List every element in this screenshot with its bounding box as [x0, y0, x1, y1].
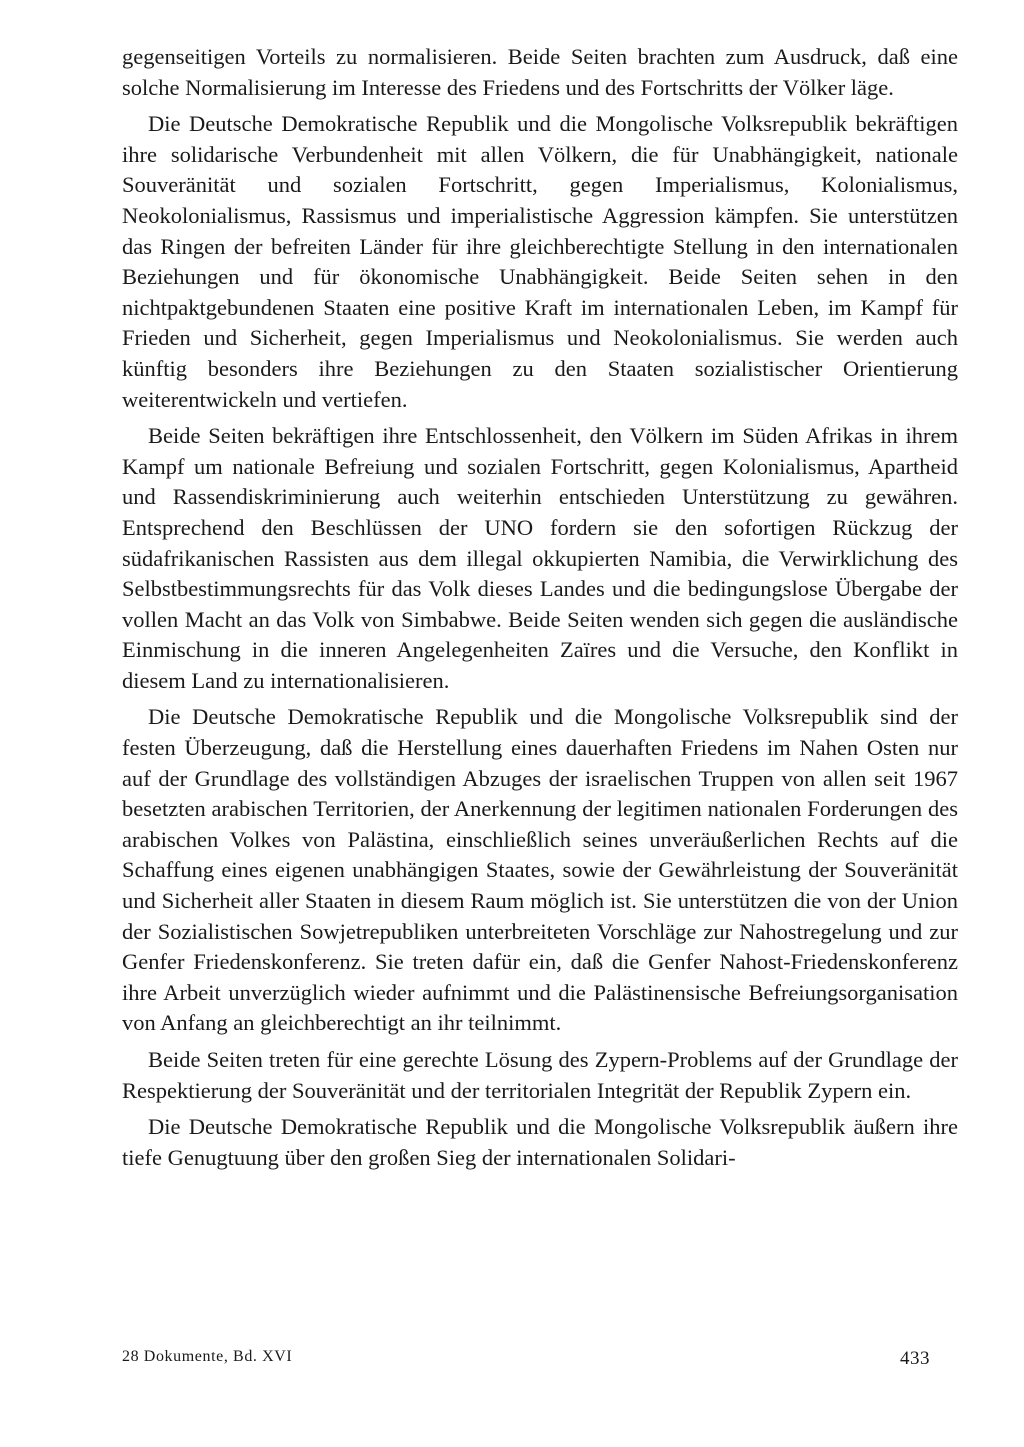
- paragraph-middle-east: Die Deutsche Demokratische Republik und die Mongolische Volksrepublik sind der festen Überzeugung, daß die Herstellung eines dauerhaften Friedens im Nahen Osten nur auf der Grundlage des vollständigen Abzuges der israelischen Truppen von allen seit 1967 besetzten arabischen Territorien, der Anerkennung der legitimen nationalen Forderungen des arabischen Volkes von Palästina, einschließlich seines unveräußerlichen Rechts auf die Schaffung eines eigenen unabhängigen Staates, sowie der Gewährleistung der Souveränität und Sicherheit aller Staaten in diesem Raum möglich ist. Sie unterstützen die von der Union der Sozialistischen Sowjetrepubliken unterbreiteten Vorschläge zur Nahostregelung und zur Genfer Friedenskonferenz. Sie treten dafür ein, daß die Genfer Nahost-Friedenskonferenz ihre Arbeit unverzüglich wieder aufnimmt und die Palästinensische Befreiungsorganisation von Anfang an gleichberechtigt an ihr teilnimmt.: [122, 704, 958, 1036]
- paragraph-cyprus: Beide Seiten treten für eine gerechte Lösung des Zypern-Problems auf der Grundlage der Respektierung der Souveränität und der territorialen Integrität der Republik Zypern ein.: [122, 1047, 958, 1103]
- paragraph-continuation: gegenseitigen Vorteils zu normalisieren. Beide Seiten brachten zum Ausdruck, daß eine solche Normalisierung im Interesse des Friedens und des Fortschritts der Völker läge.: [122, 44, 958, 100]
- printer-signature: 28 Dokumente, Bd. XVI: [122, 1348, 293, 1365]
- paragraph-solidarity: Die Deutsche Demokratische Republik und die Mongolische Volksrepublik bekräftigen ihre solidarische Verbundenheit mit allen Völkern, die für Unabhängigkeit, nationale Souveränität und sozialen Fortschritt, gegen Imperialismus, Kolonialismus, Neokolonialismus, Rassismus und imperialistische Aggression kämpfen. Sie unterstützen das Ringen der befreiten Länder für ihre gleichberechtigte Stellung in den internationalen Beziehungen und für ökonomische Unabhängigkeit. Beide Seiten sehen in den nichtpaktgebundenen Staaten eine positive Kraft im internationalen Leben, im Kampf für Frieden und Sicherheit, gegen Imperialismus und Neokolonialismus. Sie werden auch künftig besonders ihre Beziehungen zu den Staaten sozialistischer Orientierung weiterentwickeln und vertiefen.: [122, 111, 958, 412]
- paragraph-southern-africa: Beide Seiten bekräftigen ihre Entschlossenheit, den Völkern im Süden Afrikas in ihrem Kampf um nationale Befreiung und sozialen Fortschritt, gegen Kolonialismus, Apartheid und Rassendiskriminierung auch weiterhin entschieden Unterstützung zu gewähren. Entsprechend den Beschlüssen der UNO fordern sie den sofortigen Rückzug der südafrikanischen Rassisten aus dem illegal okkupierten Namibia, die Verwirklichung des Selbstbestimmungsrechts für das Volk dieses Landes und die bedingungslose Übergabe der vollen Macht an das Volk von Simbabwe. Beide Seiten wenden sich gegen die ausländische Einmischung in die inneren Angelegenheiten Zaïres und die Versuche, den Konflikt in diesem Land zu internationalisieren.: [122, 423, 958, 693]
- page-footer: [122, 1346, 958, 1376]
- document-body: [122, 42, 958, 1173]
- paragraph-solidarity-victory: Die Deutsche Demokratische Republik und die Mongolische Volksrepublik äußern ihre tiefe Genugtuung über den großen Sieg der internationalen Solidari-: [122, 1114, 958, 1170]
- page-number: 433: [900, 1348, 930, 1369]
